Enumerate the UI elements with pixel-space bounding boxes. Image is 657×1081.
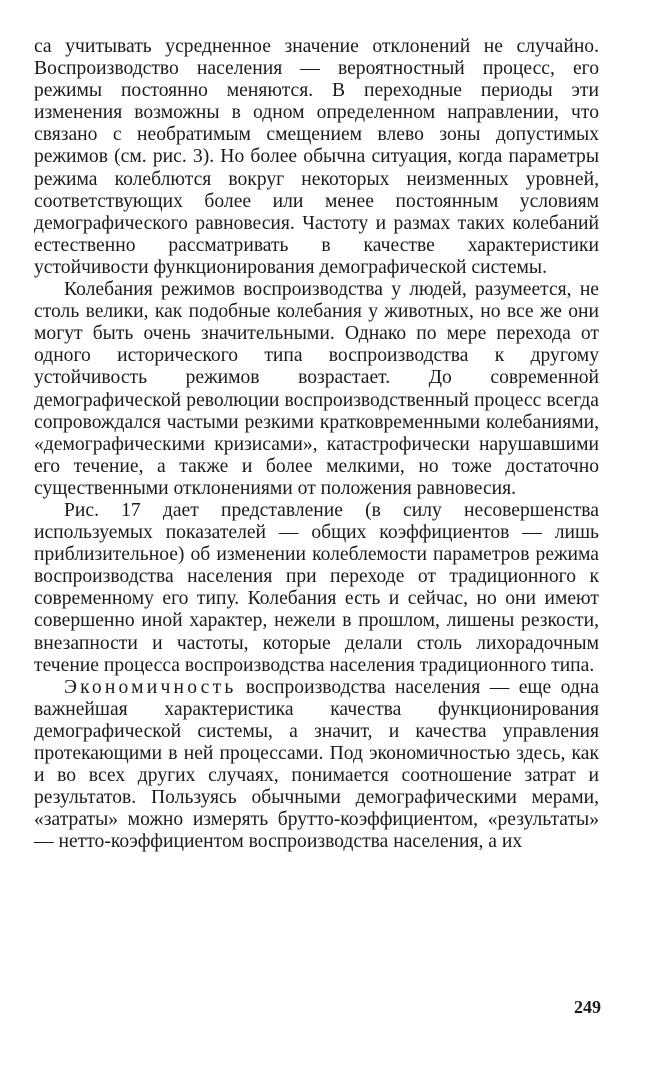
emphasized-term: Экономичность (64, 676, 237, 698)
paragraph-4 (34, 677, 599, 854)
paragraph-4-text: воспроизводства населения — еще одна важнейшая характеристика качества функционирования демографической системы, а значит, и качества управления протекающими в ней процессами. Под экономичностью здесь, как и во всех других случаях, понимается соотношение затрат и результатов. Пользуясь обычными демографическими мерами, «затраты» можно измерять брутто-коэффициентом, «результаты» — нетто-коэффициентом воспроизводства населения, а их (34, 676, 599, 853)
paragraph-3: Рис. 17 дает представление (в силу несовершенства используемых показателей — общих коэффициентов — лишь приблизительное) об изменении колеблемости параметров режима воспроизводства населения при переходе от традиционного к современному его типу. Колебания есть и сейчас, но они имеют совершенно иной характер, нежели в прошлом, лишены резкости, внезапности и частоты, которые делали столь лихорадочным течение процесса воспроизводства населения традиционного типа. (34, 499, 599, 676)
paragraph-2: Колебания режимов воспроизводства у людей, разумеется, не столь велики, как подобные колебания у животных, но все же они могут быть очень значительными. Однако по мере перехода от одного исторического типа воспроизводства к другому устойчивость режимов возрастает. До современной демографической революции воспроизводственный процесс всегда сопровождался частыми резкими кратковременными колебаниями, «демографическими кризисами», катастрофически нарушавшими его течение, а также и более мелкими, но тоже достаточно существенными отклонениями от положения равновесия. (34, 279, 599, 499)
page-body (34, 36, 599, 853)
page-number: 249 (574, 997, 601, 1017)
paragraph-1: са учитывать усредненное значение отклонений не случайно. Воспроизводство населения — вероятностный процесс, его режимы постоянно меняются. В переходные периоды эти изменения возможны в одном определенном направлении, что связано с необратимым смещением влево зоны допустимых режимов (см. рис. 3). Но более обычна ситуация, когда параметры режима колеблются вокруг некоторых неизменных уровней, соответствующих более или менее постоянным условиям демографического равновесия. Частоту и размах таких колебаний естественно рассматривать в качестве характеристики устойчивости функционирования демографической системы. (34, 36, 599, 278)
